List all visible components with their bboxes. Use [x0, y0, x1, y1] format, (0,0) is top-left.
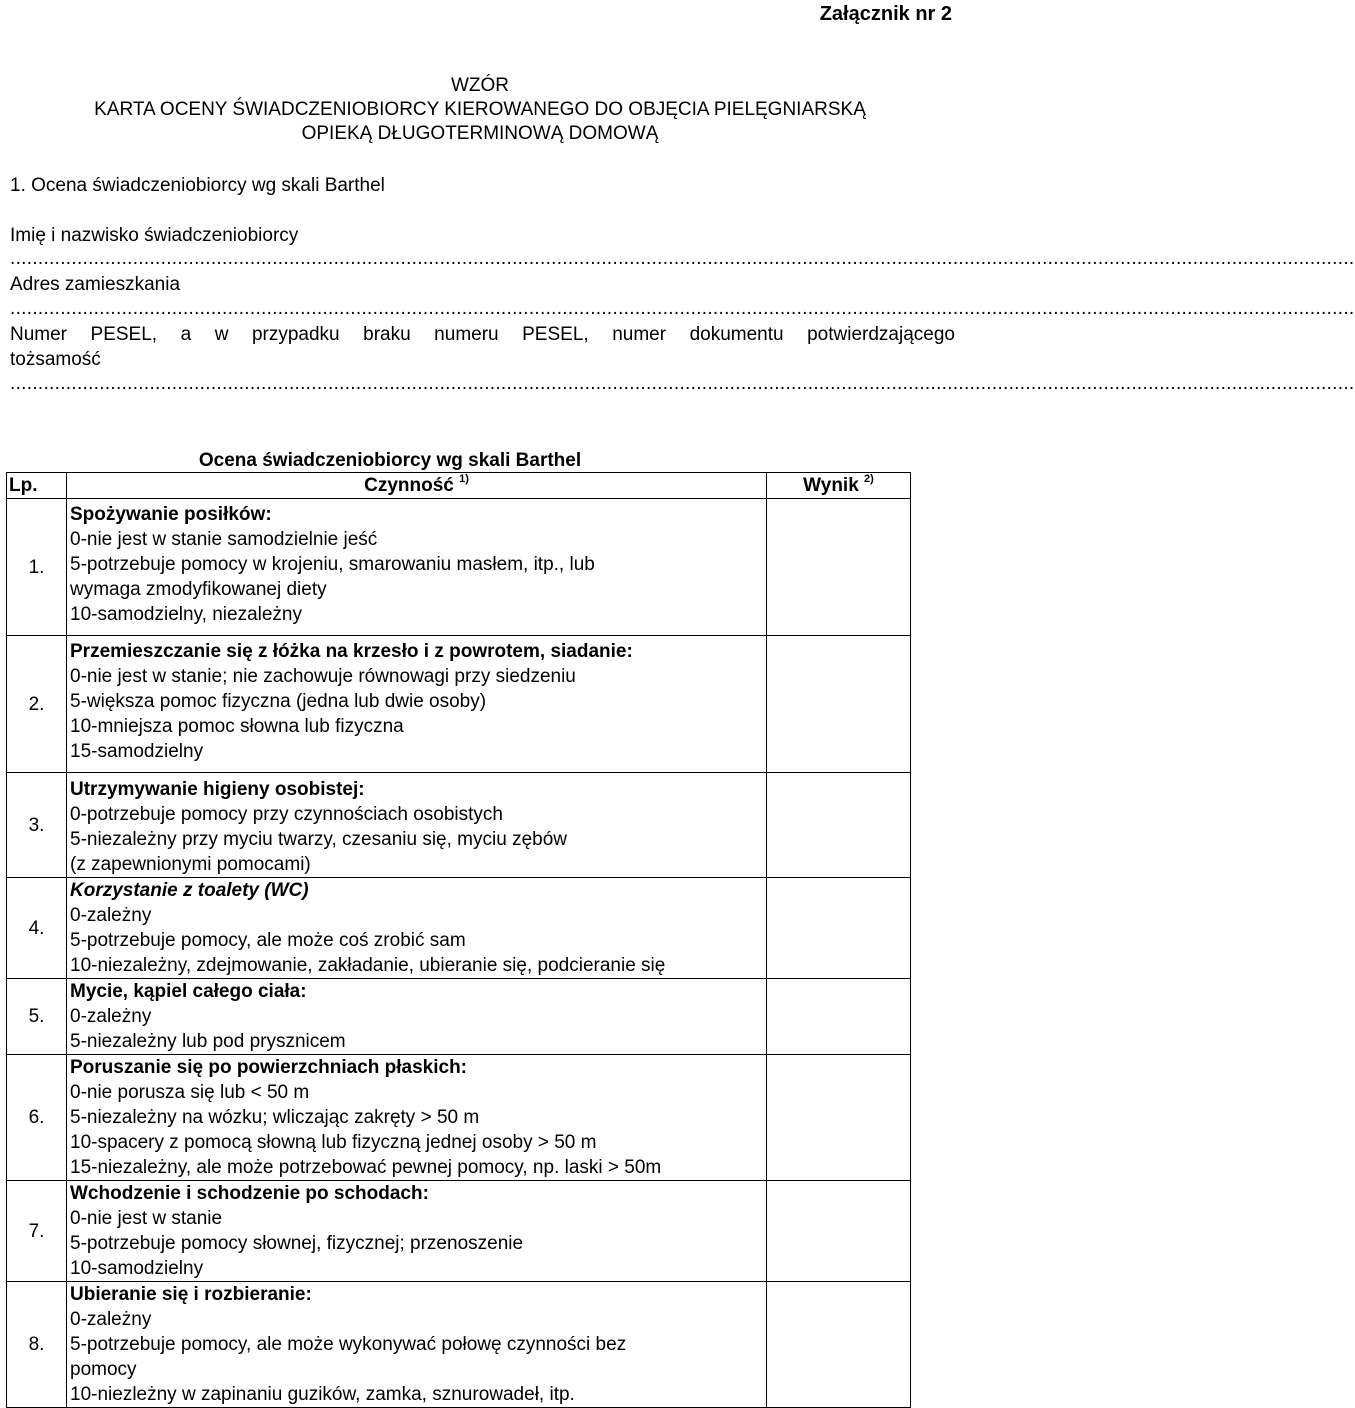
activity-title: Poruszanie się po powierzchniach płaskich:	[70, 1057, 467, 1078]
row-number: 4.	[7, 878, 67, 979]
annex-label: Załącznik nr 2	[819, 3, 952, 25]
activity-title: Ubieranie się i rozbieranie:	[70, 1284, 312, 1305]
document-title-line-2: OPIEKĄ DŁUGOTERMINOWĄ DOMOWĄ	[301, 123, 659, 144]
table-row	[7, 773, 911, 878]
scoring-option: 15-niezależny, ale może potrzebować pewnej pomocy, np. laski > 50m	[70, 1157, 662, 1178]
table-title: Ocena świadczeniobiorcy wg skali Barthel	[198, 450, 582, 471]
activity-title: Wchodzenie i schodzenie po schodach:	[70, 1183, 429, 1204]
table-header-row	[7, 473, 911, 499]
scoring-option: 10-samodzielny	[70, 1258, 204, 1279]
scoring-option: 5-potrzebuje pomocy, ale może wykonywać połowę czynności bez	[70, 1334, 627, 1355]
footnote-marker: 2)	[864, 473, 874, 485]
scoring-option: 5-potrzebuje pomocy w krojeniu, smarowaniu masłem, itp., lub	[70, 554, 595, 575]
table-row	[7, 1181, 911, 1282]
scoring-option: 10-niezależny, zdejmowanie, zakładanie, ubieranie się, podcieranie się	[70, 955, 666, 976]
row-number: 3.	[7, 773, 67, 878]
scoring-option: 0-nie porusza się lub < 50 m	[70, 1082, 310, 1103]
result-cell[interactable]	[767, 1181, 911, 1282]
barthel-table	[6, 472, 911, 1408]
row-number: 2.	[7, 636, 67, 773]
activity-cell	[67, 1181, 767, 1282]
column-header-result: Wynik $^{2)}$	[767, 473, 911, 499]
document-title-line-1: KARTA OCENY ŚWIADCZENIOBIORCY KIEROWANEGO DO OBJĘCIA PIELĘGNIARSKĄ	[94, 99, 866, 120]
section-heading: 1. Ocena świadczeniobiorcy wg skali Barthel	[10, 175, 385, 196]
row-number: 6.	[7, 1055, 67, 1181]
activity-cell	[67, 636, 767, 773]
result-cell[interactable]	[767, 878, 911, 979]
scoring-option: wymaga zmodyfikowanej diety	[70, 579, 327, 600]
table-row	[7, 878, 911, 979]
activity-cell	[67, 1055, 767, 1181]
table-row	[7, 636, 911, 773]
activity-title: Mycie, kąpiel całego ciała:	[70, 981, 307, 1002]
activity-cell	[67, 499, 767, 636]
scoring-option: 5-niezależny lub pod prysznicem	[70, 1031, 346, 1052]
scoring-option: 5-potrzebuje pomocy słownej, fizycznej; przenoszenie	[70, 1233, 524, 1254]
scoring-option: 0-zależny	[70, 905, 152, 926]
document-header	[0, 74, 960, 146]
scoring-option: 5-niezależny na wózku; wliczając zakręty > 50 m	[70, 1107, 480, 1128]
scoring-option: 0-zależny	[70, 1006, 152, 1027]
template-label: WZÓR	[450, 75, 510, 96]
activity-title: Utrzymywanie higieny osobistej:	[70, 779, 365, 800]
pesel-label-continued: tożsamość	[10, 349, 101, 370]
row-number: 5.	[7, 979, 67, 1055]
footnote-marker: 1)	[459, 473, 469, 485]
row-number: 8.	[7, 1282, 67, 1408]
scoring-option: 10-mniejsza pomoc słowna lub fizyczna	[70, 716, 404, 737]
scoring-option: 0-nie jest w stanie	[70, 1208, 223, 1229]
scoring-option: 5-większa pomoc fizyczna (jedna lub dwie osoby)	[70, 691, 487, 712]
column-header-lp: Lp.	[7, 473, 67, 499]
table-row	[7, 1055, 911, 1181]
activity-cell	[67, 773, 767, 878]
activity-cell	[67, 979, 767, 1055]
scoring-option: (z zapewnionymi pomocami)	[70, 854, 311, 875]
row-number: 1.	[7, 499, 67, 636]
activity-cell	[67, 1282, 767, 1408]
address-field[interactable]: .................................................................................................................................................................................................................................................	[10, 298, 1355, 319]
result-cell[interactable]	[767, 1055, 911, 1181]
table-row	[7, 1282, 911, 1408]
scoring-option: 0-potrzebuje pomocy przy czynnościach osobistych	[70, 804, 503, 825]
scoring-option: 0-zależny	[70, 1309, 152, 1330]
patient-name-field[interactable]: .................................................................................................................................................................................................................................................	[10, 248, 1355, 269]
activity-cell	[67, 878, 767, 979]
pesel-field[interactable]: .................................................................................................................................................................................................................................................	[10, 373, 1355, 394]
result-cell[interactable]	[767, 499, 911, 636]
activity-title: Przemieszczanie się z łóżka na krzesło i z powrotem, siadanie:	[70, 641, 633, 662]
scoring-option: 0-nie jest w stanie; nie zachowuje równowagi przy siedzeniu	[70, 666, 576, 687]
scoring-option: 0-nie jest w stanie samodzielnie jeść	[70, 529, 378, 550]
activity-title: Spożywanie posiłków:	[70, 504, 272, 525]
result-cell[interactable]	[767, 1282, 911, 1408]
table-row	[7, 979, 911, 1055]
result-cell[interactable]	[767, 773, 911, 878]
scoring-option: 5-potrzebuje pomocy, ale może coś zrobić sam	[70, 930, 466, 951]
scoring-option: 5-niezależny przy myciu twarzy, czesaniu się, myciu zębów	[70, 829, 567, 850]
scoring-option: 10-samodzielny, niezależny	[70, 604, 302, 625]
row-number: 7.	[7, 1181, 67, 1282]
scoring-option: 10-niezleżny w zapinaniu guzików, zamka, sznurowadeł, itp.	[70, 1384, 575, 1405]
patient-name-label: Imię i nazwisko świadczeniobiorcy	[10, 225, 299, 246]
result-cell[interactable]	[767, 979, 911, 1055]
scoring-option: 15-samodzielny	[70, 741, 204, 762]
pesel-label: Numer PESEL, a w przypadku braku numeru PESEL, numer dokumentu potwierdzającego	[10, 324, 955, 345]
scoring-option: pomocy	[70, 1359, 137, 1380]
scoring-option: 10-spacery z pomocą słowną lub fizyczną jednej osoby > 50 m	[70, 1132, 597, 1153]
address-label: Adres zamieszkania	[10, 274, 181, 295]
column-header-activity: Czynność $^{1)}$	[67, 473, 767, 499]
activity-title: Korzystanie z toalety (WC)	[70, 880, 309, 901]
table-row	[7, 499, 911, 636]
result-cell[interactable]	[767, 636, 911, 773]
